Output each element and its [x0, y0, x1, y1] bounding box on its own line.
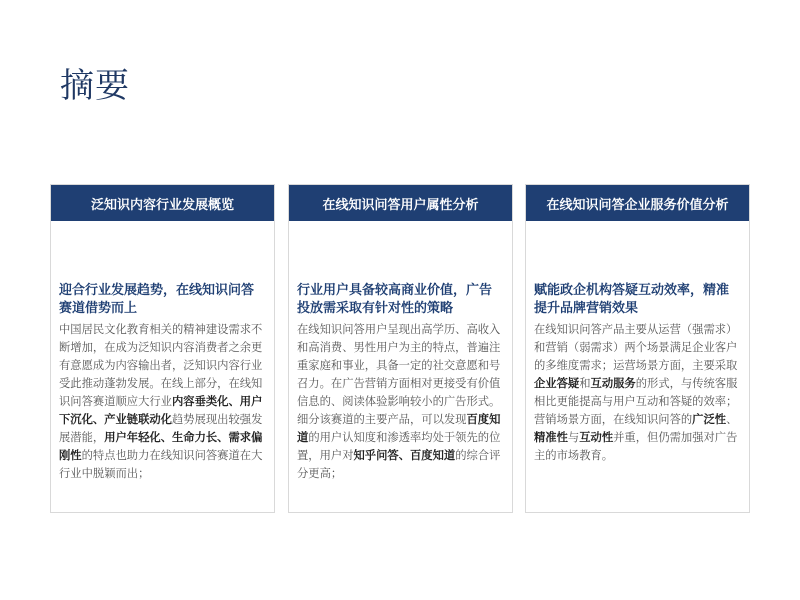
body-text: 的特点也助力在线知识问答赛道在大行业中脱颖而出；: [59, 449, 263, 480]
card-user-attributes: [288, 184, 513, 513]
body-highlight: 内容垂类化、用户下沉化、产业链联动化: [59, 395, 263, 426]
body-highlight: 企业答疑: [534, 377, 580, 390]
body-text: 和: [579, 377, 591, 390]
body-text: 的用户认知度和渗透率均处于领先的位置，用户对: [297, 431, 501, 462]
card-header: 在线知识问答用户属性分析: [289, 185, 512, 221]
body-highlight: 用户年轻化、生命力长、需求偏刚性: [59, 431, 263, 462]
body-text: 在线知识问答产品主要从运营（强需求）和营销（弱需求）两个场景满足企业客户的多维度需求；运营场景方面，主要采取: [534, 323, 738, 372]
card-headline: 迎合行业发展趋势，在线知识问答赛道借势而上: [59, 283, 255, 316]
card-body: [534, 321, 741, 465]
body-highlight: 精准性: [534, 431, 568, 444]
body-highlight: 互动性: [579, 431, 614, 444]
body-text: 并重，但仍需加强对广告主的市场教育。: [534, 431, 738, 462]
body-text: 的形式，与传统客服相比更能提高与用户互动和答疑的效率；营销场景方面，在线知识问答的: [534, 377, 738, 426]
card-headline: 行业用户具备较高商业价值，广告投放需采取有针对性的策略: [297, 283, 493, 316]
body-text: 在线知识问答用户呈现出高学历、高收入和高消费、男性用户为主的特点，普遍注重家庭和事业，具备一定的社交意愿和号召力。在广告营销方面相对更接受有价值信息的、阅读体验影响较小的广告形式。细分该赛道的主要产品，可以发现: [297, 323, 501, 426]
body-highlight: 互动服务: [590, 377, 636, 390]
body-highlight: 广泛性: [692, 413, 727, 426]
body-text: 、: [726, 413, 738, 426]
card-header: 在线知识问答企业服务价值分析: [526, 185, 749, 221]
body-highlight: 知乎问答、百度知道: [353, 449, 456, 462]
body-text: 的综合评分更高；: [297, 449, 501, 480]
card-body: [297, 321, 504, 483]
body-text: 中国居民文化教育相关的精神建设需求不断增加，在成为泛知识内容消费者之余更有意愿成为内容输出者，泛知识内容行业受此推动蓬勃发展。在线上部分，在线知识问答赛道顺应大行业: [59, 323, 263, 408]
card-industry-overview: [50, 184, 275, 513]
body-highlight: 百度知道: [297, 413, 501, 444]
body-text: 与: [567, 431, 580, 444]
page-title: 摘要: [60, 66, 130, 106]
card-body: [59, 321, 266, 483]
card-headline: 赋能政企机构答疑互动效率，精准提升品牌营销效果: [534, 283, 730, 316]
body-text: 趋势展现出较强发展潜能，: [59, 413, 263, 444]
card-enterprise-value: [525, 184, 750, 513]
card-header: 泛知识内容行业发展概览: [51, 185, 274, 221]
